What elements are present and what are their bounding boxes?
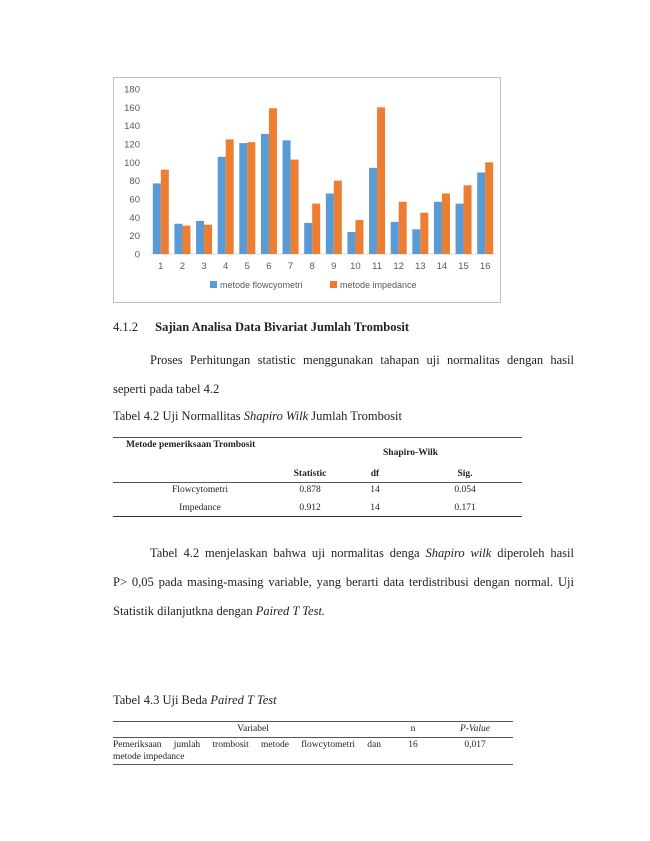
bar-impedance	[291, 160, 299, 254]
table43-top-rule	[113, 721, 513, 722]
bar-impedance	[399, 202, 407, 254]
table42-row2-statistic: 0.912	[299, 503, 321, 513]
table42-row2-sig: 0.171	[454, 503, 476, 513]
bar-flowcyometri	[239, 143, 247, 254]
bar-impedance	[442, 194, 450, 255]
y-tick-label: 60	[129, 194, 140, 206]
table42-col-df: df	[370, 469, 380, 479]
bar-flowcyometri	[456, 204, 464, 254]
table43-header-rule	[113, 737, 513, 738]
legend-swatch	[210, 281, 217, 288]
table43-bottom-rule	[113, 764, 513, 765]
x-tick-label: 13	[415, 261, 426, 272]
table42-bottom-rule	[113, 516, 522, 517]
y-tick-label: 40	[129, 212, 140, 224]
para1-line2: seperti pada tabel 4.2	[113, 382, 220, 396]
y-tick-label: 80	[129, 176, 140, 188]
table42-row1-df: 14	[370, 485, 380, 495]
table42-col-sig: Sig.	[457, 469, 473, 479]
x-tick-label: 3	[201, 261, 207, 272]
y-tick-label: 100	[124, 157, 140, 169]
table43-caption-italic: Paired T Test	[210, 693, 277, 707]
table42-caption	[113, 409, 402, 424]
bar-flowcyometri	[196, 221, 204, 254]
table42-caption-italic: Shapiro Wilk	[243, 409, 309, 423]
y-tick-label: 120	[124, 139, 140, 151]
y-tick-label: 160	[124, 102, 140, 114]
x-tick-label: 15	[458, 261, 469, 272]
x-tick-label: 16	[479, 261, 491, 272]
para2-line1-italic: Shapiro wilk	[425, 546, 492, 560]
bar-flowcyometri	[369, 168, 377, 254]
x-tick-label: 9	[331, 261, 337, 272]
bar-flowcyometri	[477, 172, 485, 254]
bar-chart	[113, 77, 501, 303]
table43-row-n: 16	[408, 740, 418, 750]
para2-line3	[113, 604, 325, 619]
table42-row1-name: Flowcytometri	[172, 485, 228, 495]
legend-label: metode impedance	[340, 280, 417, 290]
bar-flowcyometri	[261, 134, 269, 254]
para2-line1-b: diperoleh hasil	[491, 546, 574, 560]
table42-row1-sig: 0.054	[454, 485, 476, 495]
x-tick-label: 12	[393, 261, 404, 272]
table43-row-variabel-line2: metode impedance	[113, 752, 185, 762]
bar-impedance	[312, 204, 320, 254]
bar-impedance	[161, 170, 169, 254]
legend-label: metode flowcyometri	[220, 280, 303, 290]
section-title: Sajian Analisa Data Bivariat Jumlah Trombosit	[155, 320, 409, 334]
bar-impedance	[377, 107, 385, 254]
para2-line3-italic: Paired T Test.	[255, 604, 326, 618]
bar-flowcyometri	[218, 157, 226, 254]
y-tick-label: 0	[134, 249, 140, 261]
x-tick-label: 5	[244, 261, 250, 272]
table42-row2-name: Impedance	[179, 503, 221, 513]
table42-header-method: Metode pemeriksaan Trombosit	[126, 440, 256, 450]
y-tick-label: 20	[129, 231, 140, 243]
para2-line1-a: Tabel 4.2 menjelaskan bahwa uji normalitas denga	[150, 546, 426, 560]
x-tick-label: 10	[350, 261, 361, 272]
table43-col-pvalue	[440, 724, 510, 734]
bar-impedance	[464, 185, 472, 254]
y-tick-label: 140	[124, 121, 140, 133]
table42-row2-df: 14	[370, 503, 380, 513]
table42-top-rule	[113, 437, 522, 438]
section-number: 4.1.2	[113, 320, 138, 334]
para2-line1	[150, 546, 574, 561]
bar-flowcyometri	[153, 183, 161, 254]
bar-flowcyometri	[347, 232, 355, 254]
bar-impedance	[420, 213, 428, 254]
table43-row-variabel-line1: Pemeriksaan jumlah trombosit metode flowcytometri dan	[113, 740, 381, 750]
legend-swatch	[330, 281, 337, 288]
table42-col-statistic: Statistic	[293, 469, 327, 479]
x-tick-label: 8	[309, 261, 315, 272]
bar-impedance	[355, 220, 363, 254]
table43-caption	[113, 693, 277, 708]
para2-line3-a: Statistik dilanjutkna dengan	[113, 604, 256, 618]
bar-impedance	[182, 226, 190, 254]
table43-col-pvalue-text: P-Value	[459, 724, 491, 734]
para1-line1: Proses Perhitungan statistic menggunakan tahapan uji normalitas dengan hasil	[150, 353, 574, 367]
x-tick-label: 11	[372, 261, 382, 272]
table42-header-group: Shapiro-Wilk	[383, 448, 439, 458]
section-heading	[113, 320, 409, 335]
bar-flowcyometri	[326, 194, 334, 255]
bar-impedance	[334, 181, 342, 254]
y-tick-label: 180	[124, 84, 140, 96]
x-tick-label: 1	[158, 261, 164, 272]
bar-impedance	[269, 108, 277, 254]
bar-flowcyometri	[174, 224, 182, 254]
bar-impedance	[226, 139, 234, 254]
bar-flowcyometri	[391, 222, 399, 254]
bar-flowcyometri	[434, 202, 442, 254]
x-tick-label: 6	[266, 261, 272, 272]
table43-row-pvalue: 0,017	[464, 740, 486, 750]
bar-flowcyometri	[412, 229, 420, 254]
table42-caption-suffix: Jumlah Trombosit	[308, 409, 402, 423]
x-tick-label: 2	[179, 261, 186, 272]
bar-impedance	[204, 225, 212, 254]
x-tick-label: 4	[223, 261, 229, 272]
bar-flowcyometri	[304, 223, 312, 254]
table43-caption-prefix: Tabel 4.3 Uji Beda	[113, 693, 211, 707]
table43-col-n: n	[410, 724, 416, 734]
table42-row1-statistic: 0.878	[299, 485, 321, 495]
para2-line2: P> 0,05 pada masing-masing variable, yang berarti data terdistribusi dengan normal. Uji	[113, 575, 574, 589]
chart-svg	[114, 78, 502, 304]
bar-impedance	[247, 142, 255, 254]
bar-impedance	[485, 162, 493, 254]
bar-flowcyometri	[283, 140, 291, 254]
table43-col-variabel: Variabel	[237, 724, 269, 734]
table42-header-rule	[113, 482, 522, 483]
table42-caption-prefix: Tabel 4.2 Uji Normallitas	[113, 409, 244, 423]
x-tick-label: 7	[287, 261, 294, 272]
x-tick-label: 14	[436, 261, 448, 272]
